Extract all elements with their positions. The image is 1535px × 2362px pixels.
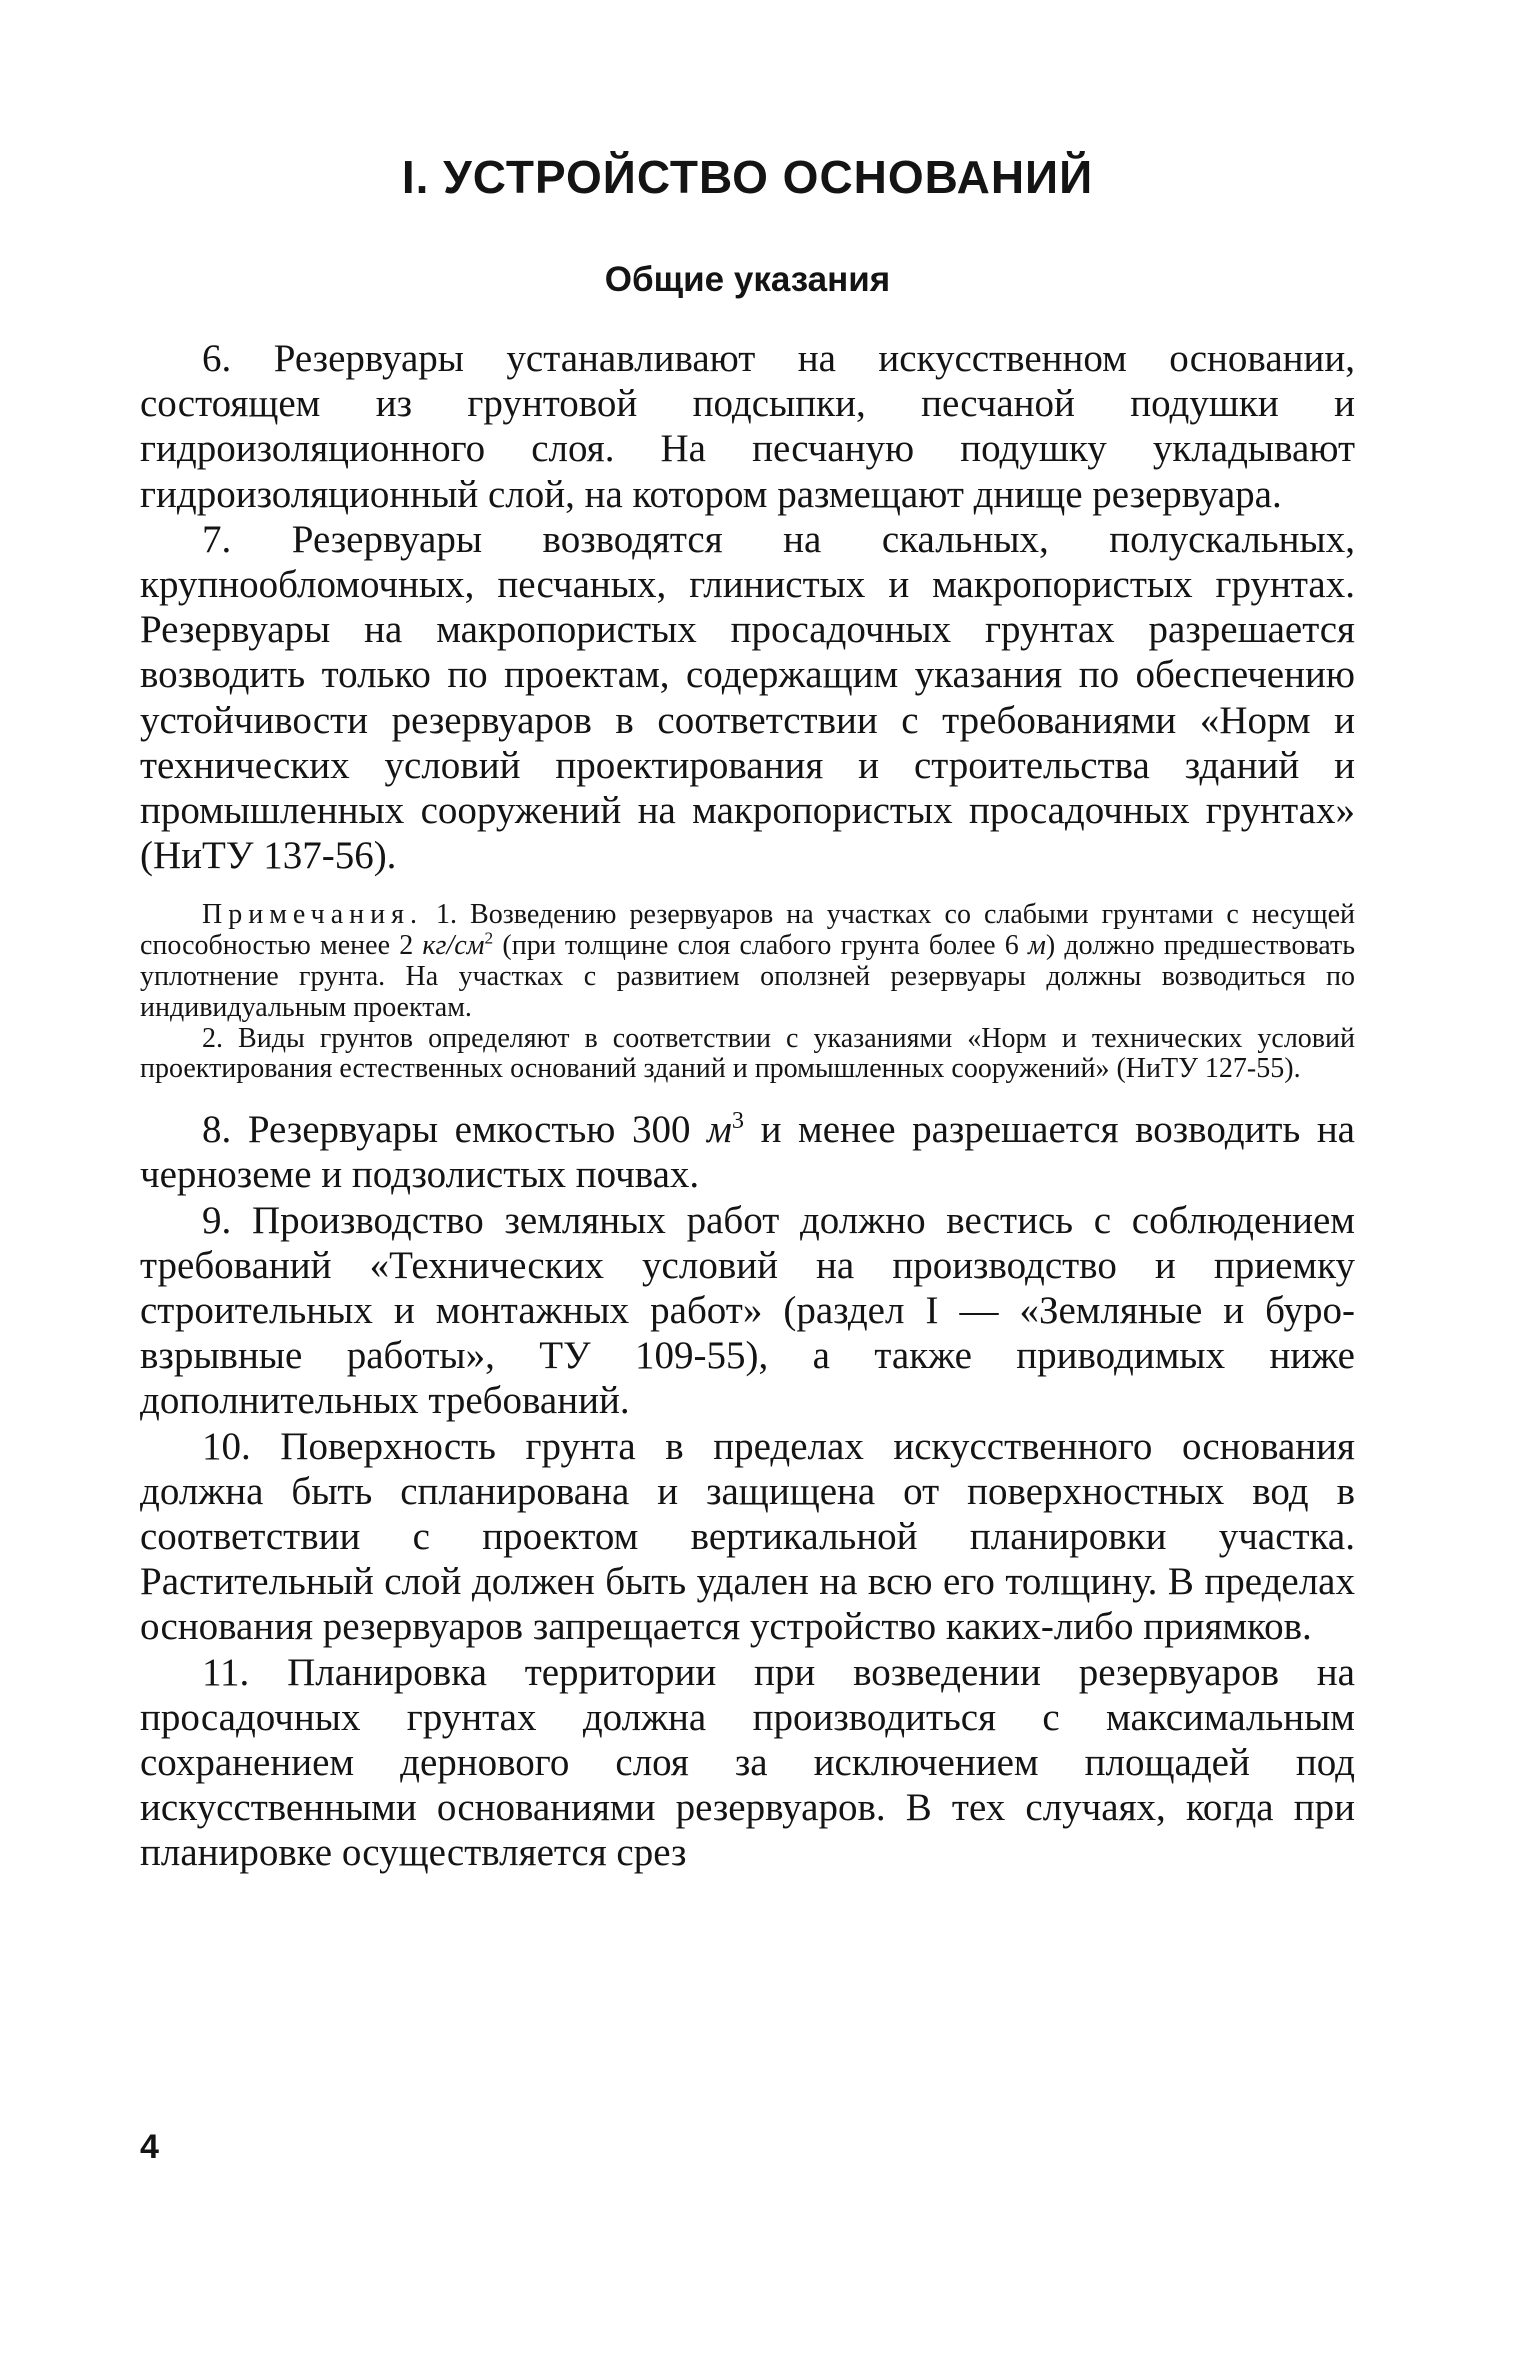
paragraph-9: 9. Производство земляных работ должно вестись с соблюдением требований «Технических условий на производство и приемку строительных и монтажных работ» (раздел I — «Земляные и буро-взрывные работы», ТУ 109-55), а также приводимых ниже дополнительных требований.	[140, 1198, 1355, 1423]
notes-label: Примечания.	[202, 899, 424, 931]
note-1-unit-exponent: 2	[484, 928, 494, 948]
note-1	[140, 900, 1355, 1023]
paragraph-8	[140, 1107, 1355, 1197]
note-1-text-b: (при толщине слоя слабого грунта более 6	[493, 930, 1028, 962]
paragraph-8-text-a: 8. Резервуары емкостью 300	[202, 1108, 708, 1152]
page-content	[140, 150, 1355, 1876]
page-number: 4	[140, 2128, 159, 2166]
note-1-text-c: ) должно предшествовать уплотнение грунта. На участках с развитием оползней резервуары должны возводиться по индивидуальным проектам.	[140, 930, 1355, 1023]
paragraph-8-unit: м	[707, 1108, 732, 1152]
paragraph-10: 10. Поверхность грунта в пределах искусственного основания должна быть спланирована и защищена от поверхностных вод в соответствии с проектом вертикальной планировки участка. Растительный слой должен быть удален на всю его толщину. В пределах основания резервуаров запрещается устройство каких-либо приямков.	[140, 1424, 1355, 1649]
paragraph-7: 7. Резервуары возводятся на скальных, полускальных, крупнообломочных, песчаных, глинистых и макропористых грунтах. Резервуары на макропористых просадочных грунтах разрешается возводить только по проектам, содержащим указания по обеспечению устойчивости резервуаров в соответствии с требованиями «Норм и технических условий проектирования и строительства зданий и промышленных сооружений на макропористых просадочных грунтах» (НиТУ 137-56).	[140, 517, 1355, 878]
paragraph-11: 11. Планировка территории при возведении резервуаров на просадочных грунтах должна производиться с максимальным сохранением дернового слоя за исключением площадей под искусственными основаниями резервуаров. В тех случаях, когда при планировке осуществляется срез	[140, 1650, 1355, 1875]
paragraph-8-text-b: и менее разрешается возводить на черноземе и подзолистых почвах.	[140, 1108, 1355, 1197]
paragraph-8-unit-exponent: 3	[731, 1107, 745, 1135]
note-2: 2. Виды грунтов определяют в соответствии с указаниями «Норм и технических условий проектирования естественных оснований зданий и промышленных сооружений» (НиТУ 127-55).	[140, 1022, 1355, 1085]
notes-block	[140, 900, 1355, 1085]
note-1-text-a: 1. Возведению резервуаров на участках со слабыми грунтами с несущей способностью менее 2	[140, 899, 1355, 962]
note-1-unit: кг/см	[422, 930, 485, 962]
section-title: I. УСТРОЙСТВО ОСНОВАНИЙ	[401, 151, 1094, 203]
section-subtitle: Общие указания	[604, 260, 891, 299]
note-1-meter-unit: м	[1027, 930, 1046, 962]
paragraph-6: 6. Резервуары устанавливают на искусственном основании, состоящем из грунтовой подсыпки, песчаной подушки и гидроизоляционного слоя. На песчаную подушку укладывают гидроизоляционный слой, на котором размещают днище резервуара.	[140, 337, 1355, 516]
